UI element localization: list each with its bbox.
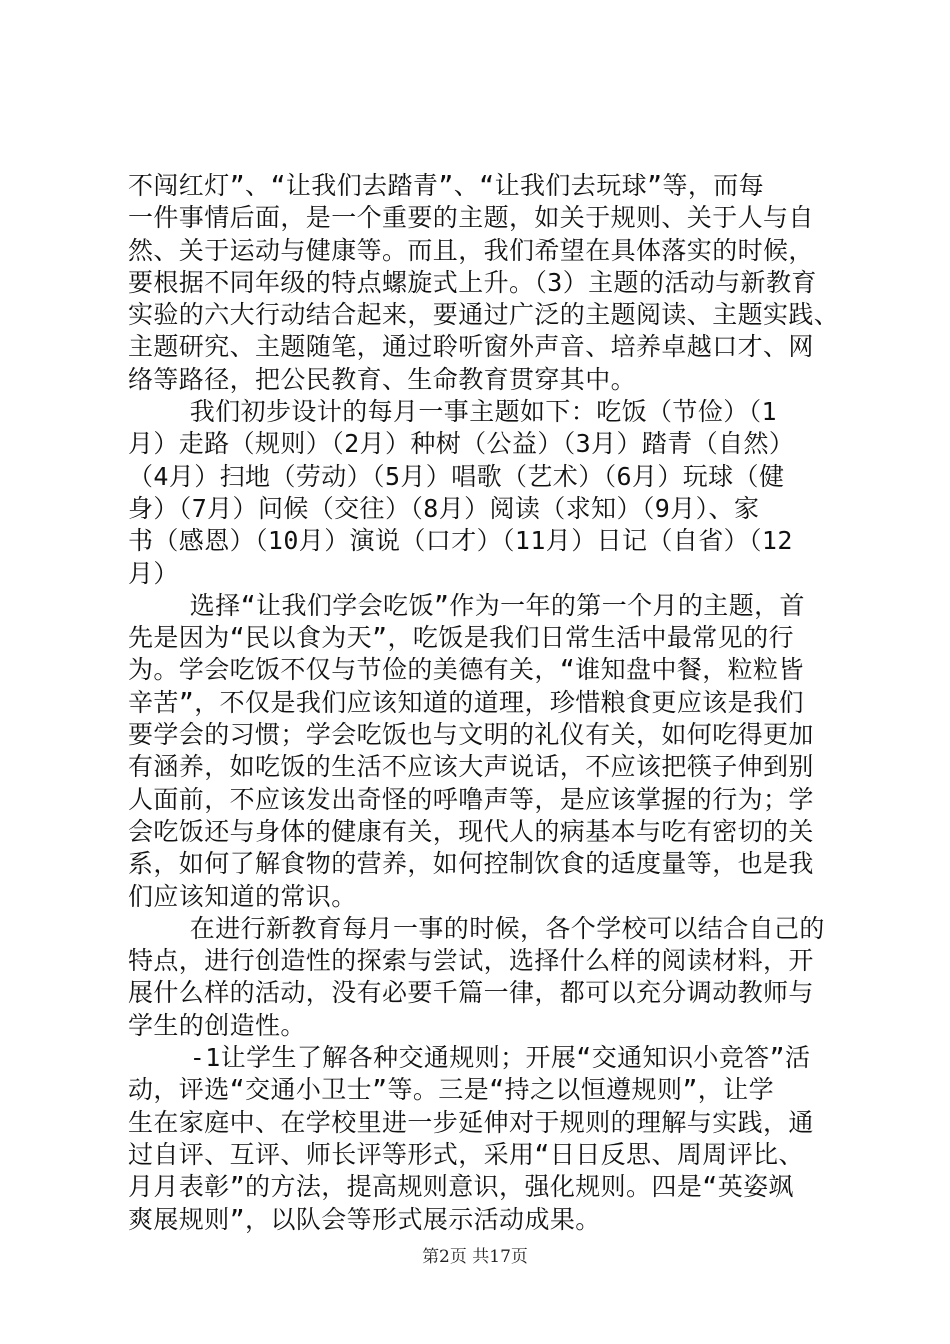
paragraph-traffic-rules xyxy=(128,1042,828,1236)
text-line: 过自评、互评、师长评等形式，采用“日日反思、周周评比、 xyxy=(128,1139,804,1169)
paragraph-school-creativity xyxy=(128,913,828,1042)
text-line: 要学会的习惯；学会吃饭也与文明的礼仪有关，如何吃得更加 xyxy=(128,720,814,750)
text-line: 月） xyxy=(128,558,179,588)
text-line: 人面前，不应该发出奇怪的呼噜声等，是应该掌握的行为；学 xyxy=(128,784,814,814)
text-line: 书（感恩）（10月）演说（口才）（11月）日记（自省）（12 xyxy=(128,526,793,556)
text-line: 在进行新教育每月一事的时候，各个学校可以结合自己的 xyxy=(128,913,825,943)
paragraph-learn-to-eat xyxy=(128,590,828,913)
text-line: 实验的六大行动结合起来，要通过广泛的主题阅读、主题实践、 xyxy=(128,300,840,330)
text-line: 月月表彰”的方法，提高规则意识，强化规则。四是“英姿飒 xyxy=(128,1172,794,1202)
text-line: 们应该知道的常识。 xyxy=(128,881,357,911)
text-line: 特点，进行创造性的探索与尝试，选择什么样的阅读材料，开 xyxy=(128,946,814,976)
text-line: 络等路径，把公民教育、生命教育贯穿其中。 xyxy=(128,364,637,394)
text-line: 先是因为“民以食为天”，吃饭是我们日常生活中最常见的行 xyxy=(128,623,794,653)
text-line: 选择“让我们学会吃饭”作为一年的第一个月的主题，首 xyxy=(128,590,805,620)
text-line: 辛苦”，不仅是我们应该知道的道理，珍惜粮食更应该是我们 xyxy=(128,687,804,717)
text-line: 月）走路（规则）（2月）种树（公益）（3月）踏青（自然） xyxy=(128,429,795,459)
paragraph-monthly-themes xyxy=(128,396,828,590)
text-line: 主题研究、主题随笔，通过聆听窗外声音、培养卓越口才、网 xyxy=(128,332,814,362)
text-line: 身）（7月）问候（交往）（8月）阅读（求知）（9月）、家 xyxy=(128,493,760,523)
text-line: 一件事情后面，是一个重要的主题，如关于规则、关于人与自 xyxy=(128,203,814,233)
document-body xyxy=(128,170,840,1236)
text-line: 系，如何了解食物的营养，如何控制饮食的适度量等，也是我 xyxy=(128,849,814,879)
text-line: 为。学会吃饭不仅与节俭的美德有关，“谁知盘中餐，粒粒皆 xyxy=(128,655,804,685)
text-line: 会吃饭还与身体的健康有关，现代人的病基本与吃有密切的关 xyxy=(128,816,814,846)
page-footer xyxy=(0,1242,950,1267)
text-line: 我们初步设计的每月一事主题如下：吃饭（节俭）（1 xyxy=(128,397,777,427)
text-line: 动，评选“交通小卫士”等。三是“持之以恒遵规则”，让学 xyxy=(128,1075,775,1105)
text-line: 不闯红灯”、“让我们去踏青”、“让我们去玩球”等，而每 xyxy=(128,171,765,200)
text-line: -1让学生了解各种交通规则；开展“交通知识小竞答”活 xyxy=(128,1043,811,1073)
text-line: 生在家庭中、在学校里进一步延伸对于规则的理解与实践，通 xyxy=(128,1107,814,1137)
paragraph-rules-theme xyxy=(128,170,840,396)
text-line: 展什么样的活动，没有必要千篇一律，都可以充分调动教师与 xyxy=(128,978,814,1008)
text-line: 爽展规则”，以队会等形式展示活动成果。 xyxy=(128,1204,601,1234)
page-number: 第2页 共17页 xyxy=(422,1247,528,1267)
text-line: 要根据不同年级的特点螺旋式上升。（3）主题的活动与新教育 xyxy=(128,267,817,297)
text-line: 然、关于运动与健康等。而且，我们希望在具体落实的时候， xyxy=(128,235,814,265)
text-line: （4月）扫地（劳动）（5月）唱歌（艺术）（6月）玩球（健 xyxy=(128,461,785,491)
text-line: 有涵养，如吃饭的生活不应该大声说话，不应该把筷子伸到别 xyxy=(128,752,814,782)
text-line: 学生的创造性。 xyxy=(128,1010,306,1040)
